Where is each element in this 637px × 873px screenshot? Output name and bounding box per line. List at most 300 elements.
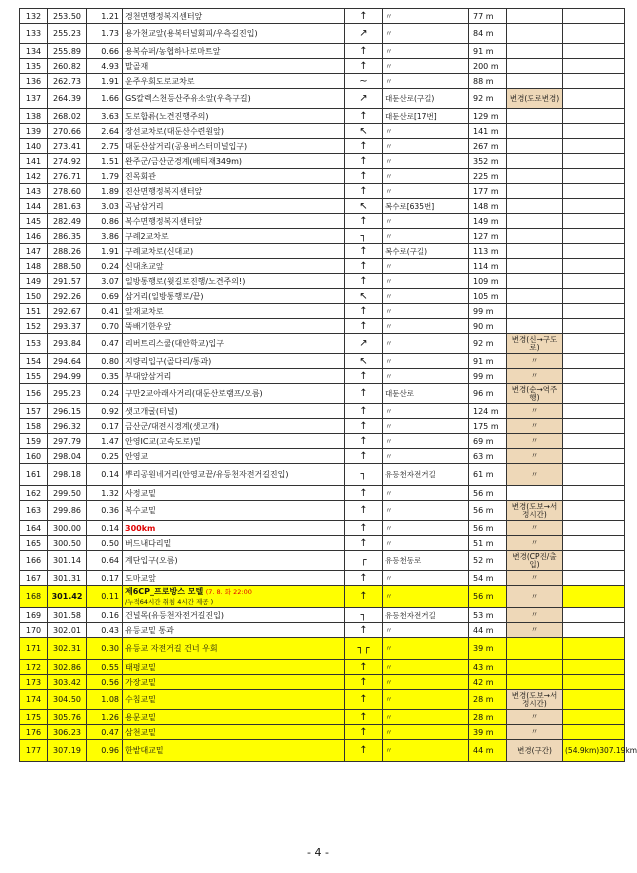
cumulative-km: 273.41 [48,139,87,154]
segment-distance: 0.24 [87,259,123,274]
change-note: 〃 [507,536,563,551]
place-name: 장선교차로(대둔산수련원앞) [123,124,345,139]
elevation: 124 m [469,404,507,419]
extra-note [563,586,625,608]
direction-icon: ↑ [345,740,383,762]
elevation: 92 m [469,89,507,109]
segment-distance: 3.03 [87,199,123,214]
place-name: 가장교밑 [123,675,345,690]
road-name: 〃 [383,304,469,319]
road-name: 〃 [383,536,469,551]
row-number: 168 [20,586,48,608]
cumulative-km: 292.26 [48,289,87,304]
direction-icon: ↑ [345,623,383,638]
table-row [20,586,625,608]
extra-note [563,571,625,586]
table-row [20,536,625,551]
road-name: 〃 [383,229,469,244]
road-name: 〃 [383,74,469,89]
segment-distance: 4.93 [87,59,123,74]
place-name: 지량리입구(골다리/통과) [123,354,345,369]
table-row [20,501,625,521]
elevation: 109 m [469,274,507,289]
road-name: 복수로[635번] [383,199,469,214]
place-title: 제6CP_프로방스 모텔 [125,586,204,596]
elevation: 91 m [469,44,507,59]
road-name: 〃 [383,404,469,419]
segment-distance: 0.24 [87,384,123,404]
place-name: 삼거리(일방통행로/끝) [123,289,345,304]
direction-icon: ↑ [345,571,383,586]
direction-icon: ↖ [345,124,383,139]
segment-distance: 0.66 [87,44,123,59]
road-name: 〃 [383,124,469,139]
place-name: 진산면행정복지센터앞 [123,184,345,199]
place-detail: /누적64시간 취침 4시간 제공 ) [125,597,214,606]
direction-icon: ↑ [345,259,383,274]
segment-distance: 1.32 [87,486,123,501]
row-number: 159 [20,434,48,449]
table-row [20,319,625,334]
route-table-body [20,9,637,762]
change-note [507,660,563,675]
change-note [507,638,563,660]
place-name: 앞재교차로 [123,304,345,319]
change-note [507,259,563,274]
road-name: 〃 [383,521,469,536]
extra-note [563,675,625,690]
table-row [20,740,625,762]
place-name: 용문교밑 [123,710,345,725]
place-name: 한밭대교밑 [123,740,345,762]
change-note [507,74,563,89]
change-note [507,59,563,74]
direction-icon: ↑ [345,244,383,259]
segment-distance: 3.63 [87,109,123,124]
direction-icon: ┐ [345,464,383,486]
direction-icon: ↑ [345,154,383,169]
elevation: 28 m [469,690,507,710]
direction-icon: ↖ [345,199,383,214]
table-row [20,369,625,384]
extra-note [563,244,625,259]
extra-note [563,44,625,59]
extra-note [563,725,625,740]
direction-icon: ↑ [345,404,383,419]
row-number: 158 [20,419,48,434]
row-number: 133 [20,24,48,44]
row-number: 173 [20,675,48,690]
cumulative-km: 288.50 [48,259,87,274]
segment-distance: 0.35 [87,369,123,384]
table-row [20,623,625,638]
cumulative-km: 253.50 [48,9,87,24]
direction-icon: ↑ [345,449,383,464]
extra-note [563,24,625,44]
change-note [507,154,563,169]
road-name: 〃 [383,740,469,762]
place-name: 구만2교아래사거리(대둔산로램프/오름) [123,384,345,404]
row-number: 134 [20,44,48,59]
change-note: 〃 [507,725,563,740]
direction-icon: ↑ [345,710,383,725]
direction-icon: ↑ [345,501,383,521]
extra-note [563,501,625,521]
direction-icon: ↖ [345,354,383,369]
cumulative-km: 301.58 [48,608,87,623]
table-row [20,660,625,675]
extra-note [563,551,625,571]
road-name: 〃 [383,369,469,384]
row-number: 164 [20,521,48,536]
change-note [507,199,563,214]
change-note [507,486,563,501]
table-row [20,675,625,690]
place-name: 샛고개굴(터널) [123,404,345,419]
place-name: GS칼렉스천등산주유소앞(우측구길) [123,89,345,109]
place-name: 운주우회도로교차로 [123,74,345,89]
table-row [20,74,625,89]
row-number: 146 [20,229,48,244]
road-name: 〃 [383,184,469,199]
segment-distance: 0.47 [87,334,123,354]
row-number: 161 [20,464,48,486]
extra-note [563,369,625,384]
segment-distance: 0.69 [87,289,123,304]
row-number: 175 [20,710,48,725]
place-name: 수침교밑 [123,690,345,710]
direction-icon: ↑ [345,44,383,59]
extra-note [563,710,625,725]
road-name: 〃 [383,169,469,184]
direction-icon: ~ [345,74,383,89]
direction-icon: ↑ [345,369,383,384]
direction-icon: ↗ [345,334,383,354]
extra-note [563,154,625,169]
row-number: 132 [20,9,48,24]
row-number: 137 [20,89,48,109]
elevation: 225 m [469,169,507,184]
table-row [20,9,625,24]
road-name: 〃 [383,690,469,710]
place-name: 뿌리공원네거리(안영교끝/유등천자전거길진입) [123,464,345,486]
extra-note [563,521,625,536]
direction-icon: ↑ [345,384,383,404]
table-row [20,710,625,725]
cumulative-km: 304.50 [48,690,87,710]
segment-distance: 0.56 [87,675,123,690]
cumulative-km: 294.64 [48,354,87,369]
elevation: 148 m [469,199,507,214]
cumulative-km: 302.86 [48,660,87,675]
table-row [20,449,625,464]
cumulative-km: 255.23 [48,24,87,44]
cumulative-km: 299.50 [48,486,87,501]
row-number: 163 [20,501,48,521]
extra-note [563,304,625,319]
change-note [507,169,563,184]
row-number: 141 [20,154,48,169]
cumulative-km: 302.31 [48,638,87,660]
change-note: 〃 [507,710,563,725]
segment-distance: 0.92 [87,404,123,419]
direction-icon: ↑ [345,690,383,710]
place-name: 용가천교앞(용복터널회피/우측길진입) [123,24,345,44]
extra-note [563,334,625,354]
elevation: 129 m [469,109,507,124]
direction-icon: ┌ [345,551,383,571]
row-number: 165 [20,536,48,551]
table-row [20,229,625,244]
elevation: 56 m [469,501,507,521]
elevation: 149 m [469,214,507,229]
cumulative-km: 305.76 [48,710,87,725]
table-row [20,571,625,586]
road-name: 〃 [383,319,469,334]
table-row [20,184,625,199]
row-number: 177 [20,740,48,762]
row-number: 169 [20,608,48,623]
extra-note [563,434,625,449]
segment-distance: 2.64 [87,124,123,139]
change-note: 〃 [507,464,563,486]
place-name: 경천면행정복지센터앞 [123,9,345,24]
table-row [20,434,625,449]
elevation: 352 m [469,154,507,169]
change-note: 〃 [507,608,563,623]
route-table [19,8,637,762]
row-number: 135 [20,59,48,74]
road-name: 〃 [383,449,469,464]
segment-distance: 1.89 [87,184,123,199]
table-row [20,44,625,59]
cumulative-km: 298.04 [48,449,87,464]
change-note: 변경(순→역주행) [507,384,563,404]
change-note [507,675,563,690]
road-name: 〃 [383,59,469,74]
table-row [20,214,625,229]
extra-note [563,638,625,660]
direction-icon: ↑ [345,521,383,536]
elevation: 39 m [469,725,507,740]
change-note: 변경(도보→서정시간) [507,690,563,710]
direction-icon: ┐ [345,608,383,623]
row-number: 155 [20,369,48,384]
extra-note [563,214,625,229]
elevation: 99 m [469,304,507,319]
elevation: 99 m [469,369,507,384]
row-number: 172 [20,660,48,675]
cumulative-km: 296.32 [48,419,87,434]
road-name: 〃 [383,9,469,24]
place-name: 유등교밑 통과 [123,623,345,638]
cumulative-km: 281.63 [48,199,87,214]
change-note [507,319,563,334]
cumulative-km: 295.23 [48,384,87,404]
cumulative-km: 307.19 [48,740,87,762]
row-number: 151 [20,304,48,319]
table-row [20,24,625,44]
table-row [20,334,625,354]
segment-distance: 0.14 [87,464,123,486]
change-note: 변경(도로변경) [507,89,563,109]
place-name: 계단입구(오름) [123,551,345,571]
place-name: 유등교 자전거길 건너 우회 [123,638,345,660]
cumulative-km: 262.73 [48,74,87,89]
road-name: 〃 [383,434,469,449]
place-name: 구례교차로(신대교) [123,244,345,259]
change-note: 〃 [507,354,563,369]
segment-distance: 1.08 [87,690,123,710]
segment-distance: 0.41 [87,304,123,319]
place-name: 삼천교밑 [123,725,345,740]
extra-note [563,464,625,486]
elevation: 96 m [469,384,507,404]
table-row [20,59,625,74]
extra-note [563,229,625,244]
change-note [507,139,563,154]
row-number: 147 [20,244,48,259]
road-name: 〃 [383,725,469,740]
road-name: 〃 [383,501,469,521]
direction-icon: ↑ [345,419,383,434]
change-note: 〃 [507,449,563,464]
cumulative-km: 293.84 [48,334,87,354]
change-note [507,274,563,289]
direction-icon: ↗ [345,24,383,44]
extra-note [563,419,625,434]
place-name: 진목회관 [123,169,345,184]
segment-distance: 0.96 [87,740,123,762]
place-name: 300km [123,521,345,536]
cumulative-km: 288.26 [48,244,87,259]
change-note: 변경(도보→서정시간) [507,501,563,521]
direction-icon: ↑ [345,184,383,199]
cumulative-km: 294.99 [48,369,87,384]
extra-note [563,660,625,675]
row-number: 153 [20,334,48,354]
change-note: 〃 [507,419,563,434]
cumulative-km: 282.49 [48,214,87,229]
segment-distance: 0.11 [87,586,123,608]
row-number: 171 [20,638,48,660]
elevation: 141 m [469,124,507,139]
elevation: 43 m [469,660,507,675]
row-number: 167 [20,571,48,586]
elevation: 92 m [469,334,507,354]
elevation: 56 m [469,586,507,608]
elevation: 44 m [469,623,507,638]
road-name: 〃 [383,586,469,608]
road-name: 〃 [383,44,469,59]
road-name: 대둔산로[17번] [383,109,469,124]
table-row [20,169,625,184]
row-number: 136 [20,74,48,89]
elevation: 127 m [469,229,507,244]
place-name: 말골재 [123,59,345,74]
change-note [507,24,563,44]
direction-icon: ↑ [345,486,383,501]
change-note: 〃 [507,369,563,384]
extra-note [563,199,625,214]
row-number: 142 [20,169,48,184]
direction-icon: ↑ [345,139,383,154]
cumulative-km: 300.50 [48,536,87,551]
table-row [20,690,625,710]
extra-note [563,404,625,419]
row-number: 150 [20,289,48,304]
change-note [507,9,563,24]
segment-distance: 2.75 [87,139,123,154]
direction-icon: ┐ [345,229,383,244]
change-note [507,184,563,199]
road-name: 유등천자전거길 [383,464,469,486]
row-number: 162 [20,486,48,501]
segment-distance: 3.86 [87,229,123,244]
table-row [20,124,625,139]
elevation: 42 m [469,675,507,690]
place-name: 곡남삼거리 [123,199,345,214]
elevation: 105 m [469,289,507,304]
road-name: 〃 [383,289,469,304]
road-name: 〃 [383,710,469,725]
extra-note [563,9,625,24]
change-note [507,229,563,244]
cumulative-km: 264.39 [48,89,87,109]
cumulative-km: 298.18 [48,464,87,486]
segment-distance: 0.17 [87,571,123,586]
row-number: 144 [20,199,48,214]
segment-distance: 0.30 [87,638,123,660]
cumulative-km: 303.42 [48,675,87,690]
table-row [20,154,625,169]
elevation: 175 m [469,419,507,434]
direction-icon: ↑ [345,319,383,334]
extra-note [563,274,625,289]
row-number: 160 [20,449,48,464]
direction-icon: ↑ [345,660,383,675]
segment-distance: 0.50 [87,536,123,551]
row-number: 148 [20,259,48,274]
elevation: 113 m [469,244,507,259]
elevation: 56 m [469,486,507,501]
change-note: 〃 [507,404,563,419]
direction-icon: ↑ [345,586,383,608]
row-number: 152 [20,319,48,334]
elevation: 90 m [469,319,507,334]
road-name: 〃 [383,571,469,586]
elevation: 88 m [469,74,507,89]
extra-note [563,319,625,334]
road-name: 〃 [383,139,469,154]
segment-distance: 1.47 [87,434,123,449]
place-name: 도마교앞 [123,571,345,586]
row-number: 139 [20,124,48,139]
extra-note [563,449,625,464]
cumulative-km: 297.79 [48,434,87,449]
elevation: 44 m [469,740,507,762]
segment-distance: 0.16 [87,608,123,623]
cumulative-km: 291.57 [48,274,87,289]
segment-distance: 1.91 [87,74,123,89]
place-name: 금산군/대전시경계(샛고개) [123,419,345,434]
direction-icon: ↑ [345,169,383,184]
table-row [20,464,625,486]
cumulative-km: 299.86 [48,501,87,521]
change-note: 변경(CP진/출입) [507,551,563,571]
road-name: 대둔산로 [383,384,469,404]
direction-icon: ↑ [345,434,383,449]
